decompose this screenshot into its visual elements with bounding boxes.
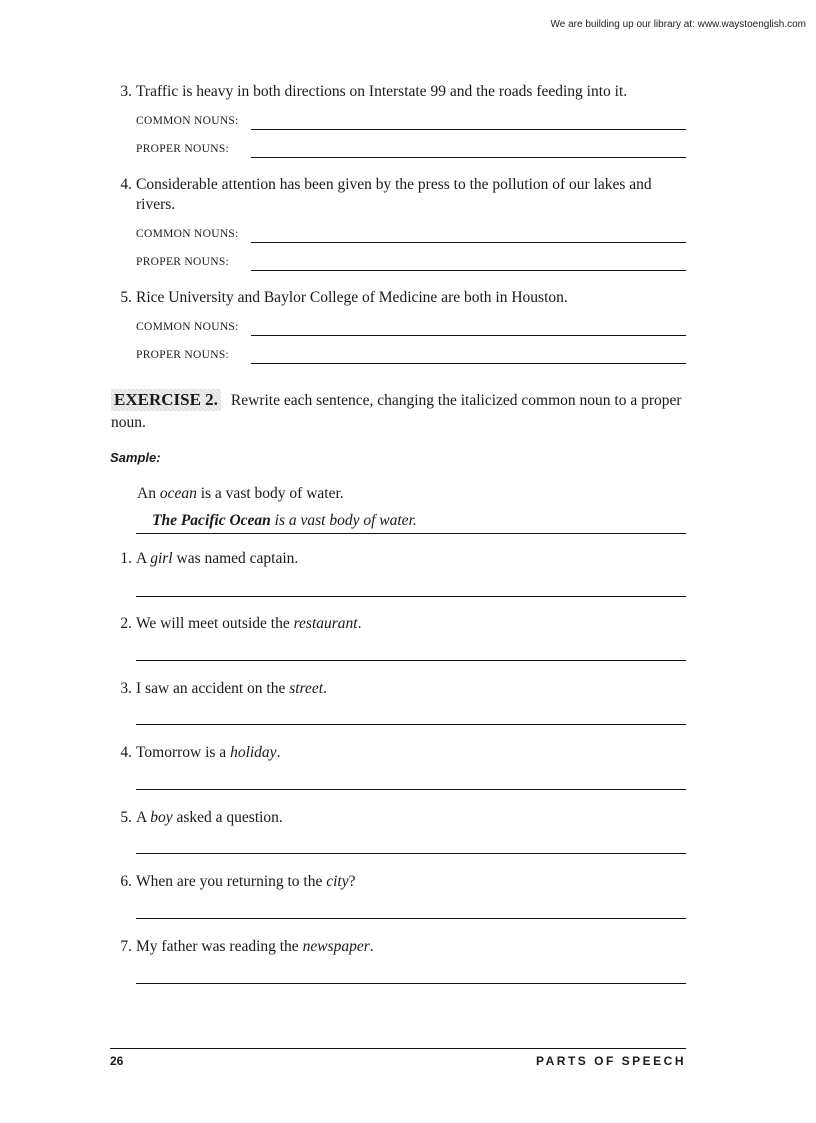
answer-line[interactable]: [136, 724, 686, 725]
sample-answer-text: is a vast body of water.: [270, 512, 417, 529]
sample-proper-noun: The Pacific Ocean: [152, 512, 271, 529]
item-number: 6.: [120, 873, 132, 890]
item-sentence: Traffic is heavy in both directions on Interstate 99 and the roads feeding into it.: [136, 83, 628, 100]
proper-nouns-answer-row[interactable]: [136, 344, 686, 364]
item-number: 5.: [120, 809, 132, 826]
italic-noun: restaurant: [293, 615, 358, 632]
item-number: 1.: [120, 550, 132, 567]
proper-nouns-label: PROPER NOUNS:: [136, 349, 230, 361]
common-nouns-label: COMMON NOUNS:: [136, 228, 239, 240]
answer-line[interactable]: [251, 129, 686, 130]
italic-noun: street: [289, 680, 324, 697]
common-nouns-label: COMMON NOUNS:: [136, 115, 239, 127]
italic-noun: city: [326, 873, 349, 890]
item-sentence: When are you returning to the city?: [136, 873, 356, 890]
common-nouns-label: COMMON NOUNS:: [136, 321, 239, 333]
sample-label: Sample:: [110, 450, 161, 465]
answer-line[interactable]: [136, 596, 686, 597]
italic-noun: newspaper: [302, 938, 370, 955]
item-sentence: We will meet outside the restaurant.: [136, 615, 362, 632]
answer-line[interactable]: [136, 660, 686, 661]
common-nouns-answer-row[interactable]: [136, 223, 686, 243]
exercise-badge: EXERCISE 2.: [111, 389, 221, 411]
answer-line[interactable]: [251, 270, 686, 271]
item-sentence: I saw an accident on the street.: [136, 680, 327, 697]
common-nouns-answer-row[interactable]: [136, 110, 686, 130]
answer-line[interactable]: [251, 335, 686, 336]
item-number: 3.: [120, 680, 132, 697]
sample-sentence: [137, 484, 344, 504]
italic-noun: girl: [150, 550, 173, 567]
answer-line[interactable]: [136, 853, 686, 854]
section-title: PARTS OF SPEECH: [536, 1054, 686, 1068]
sentence-text: is a vast body of water.: [196, 485, 344, 502]
italic-noun: ocean: [159, 485, 197, 502]
answer-line[interactable]: [251, 363, 686, 364]
page-number: 26: [110, 1054, 124, 1068]
item-sentence: My father was reading the newspaper.: [136, 938, 374, 955]
proper-nouns-answer-row[interactable]: [136, 251, 686, 271]
item-number: 4.: [120, 176, 132, 193]
exercise-2-instructions: [111, 389, 686, 434]
proper-nouns-label: PROPER NOUNS:: [136, 143, 230, 155]
answer-line[interactable]: [251, 157, 686, 158]
item-number: 3.: [120, 83, 132, 100]
item-number: 2.: [120, 615, 132, 632]
item-sentence: Considerable attention has been given by the press to the pollution of our lakes and rivers.: [136, 176, 652, 213]
item-sentence: A boy asked a question.: [136, 809, 283, 826]
answer-line[interactable]: [136, 918, 686, 919]
answer-line[interactable]: [136, 983, 686, 984]
item-sentence: Rice University and Baylor College of Medicine are both in Houston.: [136, 289, 568, 306]
item-sentence: A girl was named captain.: [136, 550, 299, 567]
footer-divider: [110, 1048, 686, 1049]
answer-line[interactable]: [251, 242, 686, 243]
common-nouns-answer-row[interactable]: [136, 316, 686, 336]
item-number: 5.: [120, 289, 132, 306]
italic-noun: boy: [150, 809, 173, 826]
italic-noun: holiday: [230, 744, 277, 761]
proper-nouns-label: PROPER NOUNS:: [136, 256, 230, 268]
proper-nouns-answer-row[interactable]: [136, 138, 686, 158]
answer-line[interactable]: [136, 789, 686, 790]
item-number: 7.: [120, 938, 132, 955]
exercise-instruction: Rewrite each sentence, changing the italicized common noun to a proper noun.: [111, 392, 682, 431]
sample-answer-line: [136, 511, 686, 534]
item-number: 4.: [120, 744, 132, 761]
library-note: We are building up our library at: www.waystoenglish.com: [550, 19, 806, 30]
sentence-text: An: [137, 485, 160, 502]
item-sentence: Tomorrow is a holiday.: [136, 744, 281, 761]
